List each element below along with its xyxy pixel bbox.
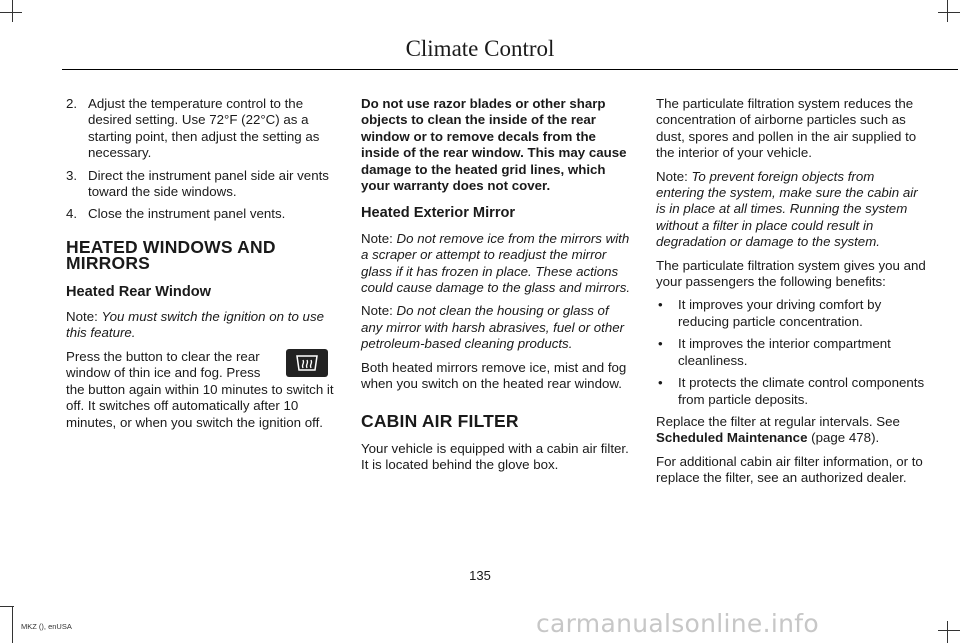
note-label: Note: <box>66 309 98 325</box>
watermark: carmanualsonline.info <box>536 609 819 638</box>
step-item <box>66 96 336 162</box>
crop-mark <box>938 12 960 13</box>
document-id: MKZ (), enUSA <box>21 622 72 631</box>
list-item <box>656 375 926 408</box>
step-number: 2. <box>66 96 78 111</box>
crop-mark <box>938 630 960 631</box>
note <box>66 309 336 342</box>
body-text: Both heated mirrors remove ice, mist and fog when you switch on the heated rear window. <box>361 359 627 392</box>
column-right <box>656 96 926 494</box>
step-number: 3. <box>66 167 78 183</box>
section-heading: HEATED WINDOWS AND MIRRORS <box>66 236 276 274</box>
crop-mark <box>0 606 14 607</box>
section-heading: CABIN AIR FILTER <box>361 410 519 431</box>
note-text: Do not remove ice from the mirrors with a scraper or attempt to readjust the mirror glass if it has frozen in place. These actions could cause damage to the glass and mirrors. <box>361 230 631 296</box>
step-text: Direct the instrument panel side air vents toward the side windows. <box>88 167 329 200</box>
crop-mark <box>12 606 13 643</box>
body-text: Your vehicle is equipped with a cabin air filter. It is located behind the glove box. <box>361 440 629 473</box>
list-item-text: It improves your driving comfort by reducing particle concentration. <box>678 297 882 329</box>
list-item-text: It improves the interior compartment cleanliness. <box>678 336 891 368</box>
list-item-text: It protects the climate control components from particle deposits. <box>678 375 925 407</box>
list-item <box>656 336 926 369</box>
cross-reference-link[interactable]: Scheduled Maintenance <box>656 430 808 446</box>
step-number: 4. <box>66 206 78 222</box>
bullet-dot: • <box>658 336 663 352</box>
page-title: Climate Control <box>405 36 555 61</box>
bullet-dot: • <box>658 297 663 313</box>
rear-defrost-icon <box>286 349 328 377</box>
body-text: Replace the filter at regular intervals. See <box>656 413 900 429</box>
step-text: Adjust the temperature control to the desired setting. Use 72°F (22°C) as a starting point, then adjust the setting as necessary. <box>88 96 320 161</box>
subsection-heading: Heated Rear Window <box>66 283 212 300</box>
defrost-description <box>66 349 336 431</box>
column-left <box>66 96 336 438</box>
rear-defrost-glyph <box>294 353 320 373</box>
crop-mark <box>947 0 948 22</box>
note <box>361 231 631 297</box>
step-item <box>66 206 336 222</box>
note <box>361 303 631 352</box>
note-label: Note: <box>656 168 688 184</box>
page-number: 135 <box>469 568 491 583</box>
step-item <box>66 168 336 201</box>
warning-text: Do not use razor blades or other sharp objects to clean the inside of the rear window or to remove decals from the inside of the rear window. This may cause damage to the heated grid lines, which your warranty does not cover. <box>361 96 627 194</box>
list-item <box>656 297 926 330</box>
crop-mark <box>12 0 13 22</box>
note-text: You must switch the ignition on to use this feature. <box>66 309 324 341</box>
body-text: Press the button to clear the rear window of thin ice and fog. Press the button again within 10 minutes to switch it off. It switches off automatically after 10 minutes, or when you switch the ignition off. <box>66 348 334 430</box>
header-divider <box>62 69 958 70</box>
body-text: For additional cabin air filter information, or to replace the filter, see an authorized dealer. <box>656 453 923 486</box>
note-text: To prevent foreign objects from entering the system, make sure the cabin air is in place at all times. Running the system without a filter in place could result in degradation or damage to the system. <box>656 168 918 250</box>
note-text: Do not clean the housing or glass of any mirror with harsh abrasives, fuel or other petroleum-based cleaning products. <box>361 303 625 352</box>
note-label: Note: <box>361 230 393 246</box>
bullet-dot: • <box>658 375 663 391</box>
body-text: The particulate filtration system reduces the concentration of airborne particles such as dust, spores and pollen in the air supplied to the interior of your vehicle. <box>656 96 917 161</box>
page-reference: (page 478). <box>807 430 880 446</box>
body-text: The particulate filtration system gives you and your passengers the following benefits: <box>656 257 926 290</box>
note-label: Note: <box>361 303 393 319</box>
replace-paragraph <box>656 414 926 447</box>
column-middle <box>361 96 631 481</box>
crop-mark <box>0 12 22 13</box>
subsection-heading: Heated Exterior Mirror <box>361 205 516 222</box>
step-text: Close the instrument panel vents. <box>88 206 286 222</box>
crop-mark <box>947 621 948 643</box>
note <box>656 169 926 251</box>
